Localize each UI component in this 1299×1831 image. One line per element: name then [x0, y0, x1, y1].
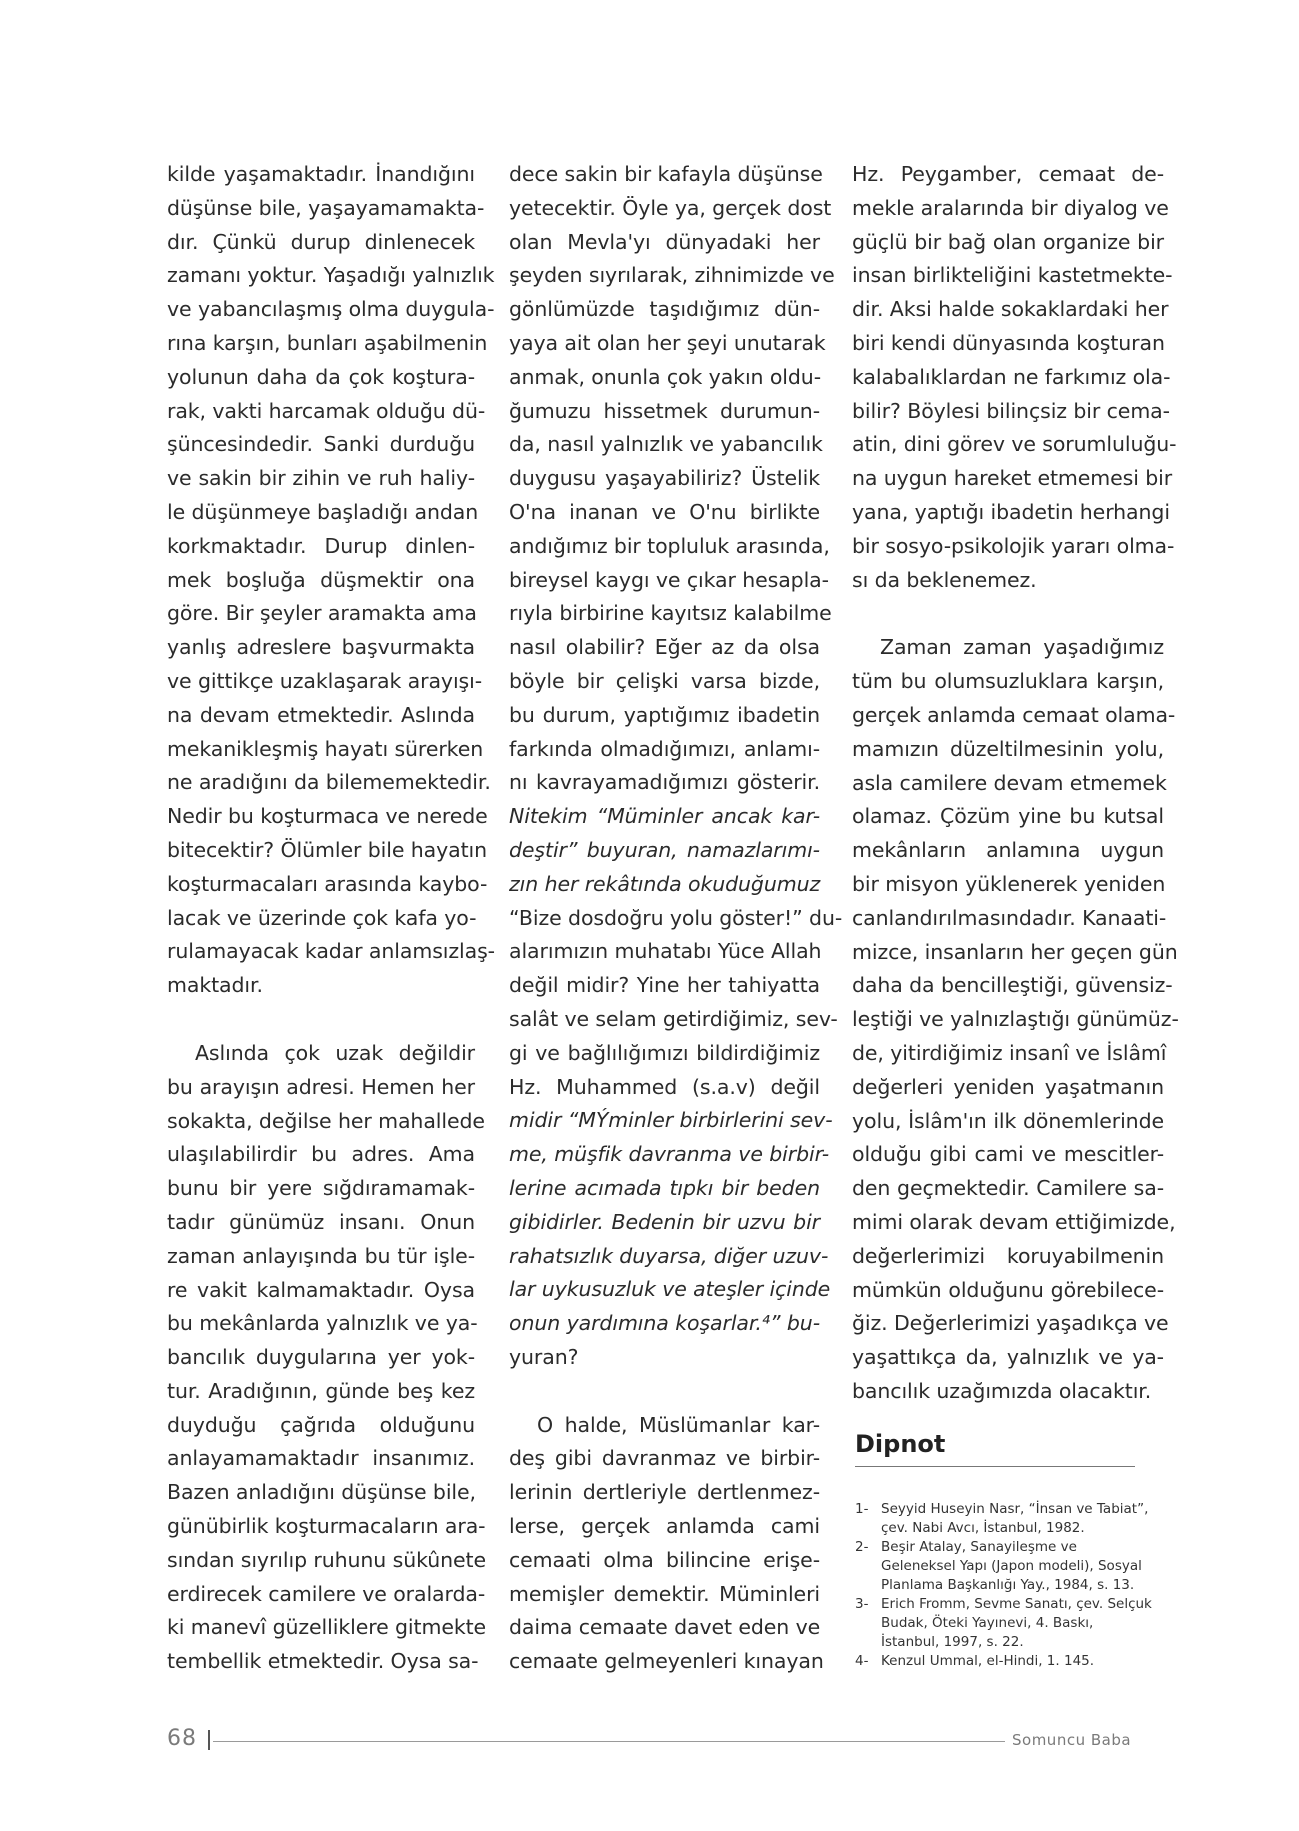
- text-line: O halde, Müslümanlar kar-: [537, 1412, 820, 1437]
- text-line: ulaşılabilirdir bu adres. Ama: [167, 1142, 475, 1167]
- text-line: lacak ve üzerinde çok kafa yo-: [167, 905, 477, 930]
- text-line: böyle bir çelişki varsa bizde,: [509, 668, 820, 693]
- text-line: Nedir bu koşturmaca ve nerede: [167, 804, 488, 829]
- text-line: yaşattıkça da, yalnızlık ve ya-: [852, 1345, 1164, 1370]
- text-line: duyduğu çağrıda olduğunu: [167, 1412, 475, 1437]
- text-line: koşturmacaları arasında kaybo-: [167, 871, 488, 896]
- footnotes-list: [855, 1500, 1155, 1671]
- paragraph: [167, 158, 495, 1003]
- paragraph: [509, 1409, 824, 1679]
- text-line: bancılık duygularına yer yok-: [167, 1345, 475, 1370]
- text-line: bilir? Böylesi bilinçsiz bir cema-: [852, 398, 1170, 423]
- text-line: sı da beklenemez.: [852, 567, 1037, 592]
- text-line: andığımız bir topluluk arasında,: [509, 533, 830, 558]
- text-column-2: [509, 158, 843, 1679]
- text-line: mamızın düzeltilmesinin yolu,: [852, 736, 1164, 761]
- text-line: farkında olmadığımızı, anlamı-: [509, 736, 820, 761]
- text-line: mümkün olduğunu görebilece-: [852, 1277, 1164, 1302]
- text-line: rıyla birbirine kayıtsız kalabilme: [509, 601, 832, 626]
- paragraph: [509, 158, 843, 1375]
- text-line: erdirecek camilere ve oralarda-: [167, 1581, 486, 1606]
- text-line: Zaman zaman yaşadığımız: [880, 635, 1164, 660]
- text-line: düşünse bile, yaşayamamakta-: [167, 195, 485, 220]
- text-line: olduğu gibi cami ve mescitler-: [852, 1142, 1164, 1167]
- text-line: daha da bencilleştiği, güvensiz-: [852, 973, 1173, 998]
- footer-tick: [208, 1730, 210, 1750]
- text-line: değerlerimizi koruyabilmenin: [852, 1243, 1164, 1268]
- text-line: nasıl olabilir? Eğer az da olsa: [509, 635, 820, 660]
- text-line: me, müşfik davranma ve birbir-: [509, 1142, 830, 1167]
- text-line: bireysel kaygı ve çıkar hesapla-: [509, 567, 829, 592]
- text-line: bu mekânlarda yalnızlık ve ya-: [167, 1311, 478, 1336]
- text-column-1: [167, 158, 495, 1679]
- text-line: rına karşın, bunları aşabilmenin: [167, 330, 488, 355]
- text-line: lar uykusuzluk ve ateşler içinde: [509, 1277, 831, 1302]
- text-line: alarımızın muhatabı Yüce Allah: [509, 939, 822, 964]
- text-line: asla camilere devam etmemek: [852, 770, 1167, 795]
- text-line: rahatsızlık duyarsa, diğer uzuv-: [509, 1243, 829, 1268]
- text-line: ve gittikçe uzaklaşarak arayışı-: [167, 668, 483, 693]
- text-line: yuran?: [509, 1344, 579, 1369]
- text-line: tembellik etmektedir. Oysa sa-: [167, 1649, 479, 1674]
- text-line: cemaate gelmeyenleri kınayan: [509, 1649, 824, 1674]
- text-line: Bazen anladığını düşünse bile,: [167, 1480, 476, 1505]
- text-line: midir “MÝminler birbirlerini sev-: [509, 1108, 833, 1133]
- text-line: deştir” buyuran, namazlarımı-: [509, 837, 820, 862]
- text-line: yaya ait olan her şeyi unutarak: [509, 330, 826, 355]
- text-line: sokakta, değilse her mahallede: [167, 1108, 485, 1133]
- text-line: bancılık uzağımızda olacaktır.: [852, 1378, 1152, 1403]
- text-line: olamaz. Çözüm yine bu kutsal: [852, 804, 1164, 829]
- text-line: bir misyon yüklenerek yeniden: [852, 871, 1166, 896]
- text-line: gibidirler. Bedenin bir uzvu bir: [509, 1209, 820, 1234]
- text-line: kilde yaşamaktadır. İnandığını: [167, 162, 475, 186]
- text-line: leştiği ve yalnızlaştığı günümüz-: [852, 1007, 1179, 1032]
- text-line: deş gibi davranmaz ve birbir-: [509, 1446, 820, 1471]
- text-line: ve sakin bir zihin ve ruh haliy-: [167, 466, 475, 491]
- text-line: yanlış adreslere başvurmakta: [167, 635, 475, 660]
- paragraph: [852, 158, 1177, 597]
- text-line: bir sosyo-psikolojik yararı olma-: [852, 533, 1175, 558]
- text-line: tüm bu olumsuzluklara karşın,: [852, 669, 1164, 694]
- text-line: O'na inanan ve O'nu birlikte: [509, 499, 820, 524]
- text-line: duygusu yaşayabiliriz? Üstelik: [509, 466, 820, 491]
- paragraph: [167, 1037, 487, 1679]
- text-line: yetecektir. Öyle ya, gerçek dost: [509, 195, 832, 220]
- text-line: şeyden sıyrılarak, zihnimizde ve: [509, 263, 835, 288]
- text-line: rak, vakti harcamak olduğu dü-: [167, 398, 486, 423]
- text-line: ne aradığını da bilememektedir.: [167, 770, 491, 795]
- text-line: gönlümüzde taşıdığımız dün-: [509, 297, 820, 322]
- text-line: zın her rekâtında okuduğumuz: [509, 871, 821, 896]
- text-line: da, nasıl yalnızlık ve yabancılık: [509, 432, 823, 457]
- text-line: biri kendi dünyasında koşturan: [852, 330, 1165, 355]
- text-line: bunu bir yere sığdıramamak-: [167, 1176, 475, 1201]
- text-line: insan birlikteliğini kastetmekte-: [852, 263, 1173, 288]
- text-line: maktadır.: [167, 973, 263, 998]
- text-line: şüncesindedir. Sanki durduğu: [167, 432, 475, 457]
- text-line: değil midir? Yine her tahiyatta: [509, 973, 820, 998]
- text-line: rulamayacak kadar anlamsızlaş-: [167, 939, 495, 964]
- text-line: ki manevî güzelliklere gitmekte: [167, 1615, 487, 1640]
- text-line: na devam etmektedir. Aslında: [167, 702, 475, 727]
- text-line: günübirlik koşturmacaların ara-: [167, 1514, 486, 1539]
- text-line: bu durum, yaptığımız ibadetin: [509, 702, 820, 727]
- text-line: ğiz. Değerlerimizi yaşadıkça ve: [852, 1311, 1169, 1336]
- text-line: lerinin dertleriyle dertlenmez-: [509, 1480, 820, 1505]
- text-line: re vakit kalmamaktadır. Oysa: [167, 1277, 475, 1302]
- text-line: yolu, İslâm'ın ilk dönemlerinde: [852, 1108, 1164, 1133]
- footnote-item: 2- Beşir Atalay, Sanayileşme ve Geleneksel Yapı (Japon modeli), Sosyal Planlama Başkanlığı Yay., 1984, s. 13.: [855, 1539, 1142, 1593]
- text-line: den geçmektedir. Camilere sa-: [852, 1176, 1164, 1201]
- text-line: mekle aralarında bir diyalog ve: [852, 195, 1169, 220]
- text-line: dir. Aksi halde sokaklardaki her: [852, 297, 1169, 322]
- text-line: atin, dini görev ve sorumluluğu-: [852, 432, 1177, 457]
- text-line: mizce, insanların her geçen gün: [852, 939, 1178, 964]
- text-line: korkmaktadır. Durup dinlen-: [167, 533, 475, 558]
- text-line: yana, yaptığı ibadetin herhangi: [852, 499, 1170, 524]
- footnote-item: 1- Seyyid Huseyin Nasr, “İnsan ve Tabiat”, çev. Nabi Avcı, İstanbul, 1982.: [855, 1501, 1149, 1536]
- text-line: gerçek anlamda cemaat olama-: [852, 702, 1176, 727]
- text-line: Nitekim “Müminler ancak kar-: [509, 804, 820, 829]
- text-line: dece sakin bir kafayla düşünse: [509, 162, 823, 186]
- text-line: tur. Aradığının, günde beş kez: [167, 1378, 475, 1403]
- text-line: sından sıyrılıp ruhunu sükûnete: [167, 1547, 486, 1572]
- text-line: anmak, onunla çok yakın oldu-: [509, 364, 821, 389]
- text-line: dır. Çünkü durup dinlenecek: [167, 229, 475, 254]
- text-line: ğumuzu hissetmek durumun-: [509, 398, 820, 423]
- text-line: zaman anlayışında bu tür işle-: [167, 1243, 475, 1268]
- text-line: bitecektir? Ölümler bile hayatın: [167, 837, 488, 862]
- magazine-name: Somuncu Baba: [1012, 1731, 1132, 1749]
- text-line: mekânların anlamına uygun: [852, 838, 1164, 863]
- text-line: zamanı yoktur. Yaşadığı yalnızlık: [167, 263, 495, 288]
- text-line: memişler demektir. Müminleri: [509, 1581, 820, 1606]
- text-line: “Bize dosdoğru yolu göster!” du-: [509, 905, 843, 930]
- footnote-item: 3- Erich Fromm, Sevme Sanatı, çev. Selçuk Budak, Öteki Yayınevi, 4. Baskı, İstanbul, 1997, s. 22.: [855, 1596, 1152, 1650]
- paragraph: [852, 631, 1179, 1408]
- text-line: tadır günümüz insanı. Onun: [167, 1209, 475, 1234]
- text-line: salât ve selam getirdiğimiz, sev-: [509, 1006, 838, 1031]
- text-line: le düşünmeye başladığı andan: [167, 499, 479, 524]
- footnotes-divider: [855, 1466, 1135, 1467]
- text-line: Hz. Muhammed (s.a.v) değil: [509, 1074, 820, 1099]
- text-line: Aslında çok uzak değildir: [195, 1040, 475, 1065]
- footer-rule: [213, 1741, 1005, 1742]
- text-line: mimi olarak devam ettiğimizde,: [852, 1209, 1176, 1234]
- text-line: mek boşluğa düşmektir ona: [167, 567, 475, 592]
- text-line: canlandırılmasındadır. Kanaati-: [852, 905, 1167, 930]
- text-line: daima cemaate davet eden ve: [509, 1615, 821, 1640]
- text-line: kalabalıklardan ne farkımız ola-: [852, 364, 1171, 389]
- footnote-item: 4- Kenzul Ummal, el-Hindi, 1. 145.: [855, 1653, 1095, 1669]
- text-line: güçlü bir bağ olan organize bir: [852, 229, 1164, 254]
- text-line: bu arayışın adresi. Hemen her: [167, 1074, 475, 1099]
- text-line: anlayamamaktadır insanımız.: [167, 1446, 475, 1471]
- text-line: cemaati olma bilincine erişe-: [509, 1547, 820, 1572]
- text-line: lerse, gerçek anlamda cami: [509, 1514, 820, 1539]
- footnotes-heading: Dipnot: [855, 1430, 946, 1458]
- page-number: 68: [167, 1726, 197, 1751]
- text-column-3: [852, 158, 1179, 1409]
- text-line: yolunun daha da çok koştura-: [167, 364, 475, 389]
- text-line: lerine acımada tıpkı bir beden: [509, 1175, 820, 1200]
- text-line: ve yabancılaşmış olma duygula-: [167, 297, 495, 322]
- text-line: Hz. Peygamber, cemaat de-: [852, 162, 1164, 186]
- text-line: na uygun hareket etmemesi bir: [852, 466, 1173, 491]
- text-line: onun yardımına koşarlar.⁴” bu-: [509, 1311, 820, 1336]
- text-line: nı kavrayamadığımızı gösterir.: [509, 770, 820, 795]
- text-line: mekanikleşmiş hayatı sürerken: [167, 736, 484, 761]
- text-line: de, yitirdiğimiz insanî ve İslâmî: [852, 1040, 1167, 1065]
- text-line: değerleri yeniden yaşatmanın: [852, 1074, 1164, 1099]
- text-line: gi ve bağlılığımızı bildirdiğimiz: [509, 1040, 820, 1065]
- text-line: olan Mevla'yı dünyadaki her: [509, 229, 820, 254]
- text-line: göre. Bir şeyler aramakta ama: [167, 601, 477, 626]
